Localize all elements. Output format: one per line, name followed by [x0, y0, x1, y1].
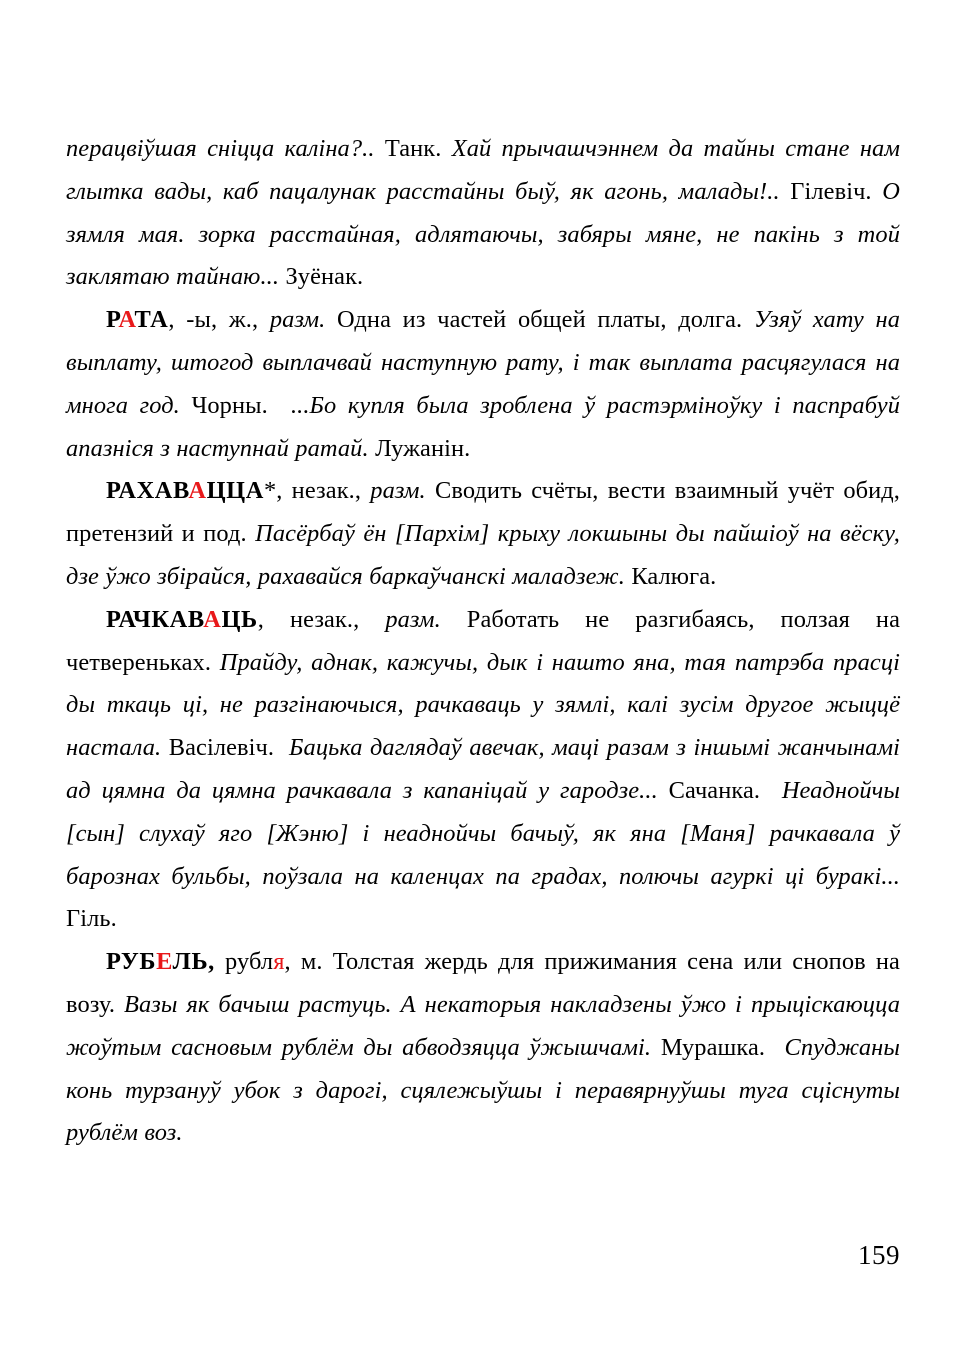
- citation-quote: Пасёрбаў ён [Пархім] крыху локшыны ды пайшіоў на вёску, дзе ўжо збірайся, рахавайся баркаўчанскі маладзеж.: [66, 520, 900, 590]
- stressed-vowel: А: [188, 477, 207, 505]
- citation-quote: перацвіўшая сніцца каліна?..: [66, 135, 385, 162]
- headword-part: РУБ: [106, 948, 157, 976]
- definition: Одна из частей общей платы, долга.: [325, 306, 754, 334]
- citation-source: Танк.: [384, 135, 452, 162]
- stressed-vowel: А: [203, 605, 222, 633]
- citation-quote: Узяў хату на выплату, штогод выплачвай наступную рату, і так выплата расцягулася на многа год.: [66, 306, 901, 419]
- citation-source: Зуёнак.: [285, 263, 364, 291]
- stressed-vowel: А: [118, 306, 135, 334]
- definition: Сводить счёты, вести взаимный учёт обид, претензий и под.: [66, 477, 900, 548]
- definition: Толстая жердь для прижимания сена или снопов на возу.: [66, 948, 900, 1018]
- headword-part: ЛЬ: [172, 948, 209, 976]
- definition: Работать не разгибаясь, ползая на четвереньках.: [66, 605, 900, 676]
- page-number: 159: [858, 1240, 900, 1270]
- headword: [106, 606, 258, 633]
- citation-quote: Вазы як бачыш растуць. А некаторыя накладзены ўжо і прыціскаюцца жоўтым сасновым рублём ды абводзяцца ўжышчамі.: [66, 990, 900, 1061]
- spacer: [274, 734, 289, 761]
- usage-label: разм.: [269, 306, 326, 334]
- grammar-note: рубл: [214, 948, 274, 976]
- citation-source: Калюга.: [631, 562, 717, 590]
- grammar-stressed-vowel: я: [273, 948, 285, 976]
- citation-source: Васілевіч.: [168, 734, 275, 762]
- citation-source: Гілевіч.: [790, 177, 883, 205]
- spacer: [268, 392, 291, 419]
- citation-source: Лужанін.: [375, 434, 471, 462]
- headword: [106, 306, 168, 333]
- spacer: [760, 777, 782, 804]
- headword-suffix: ,: [257, 605, 264, 633]
- citation-quote: Хай прычашчэннем да тайны стане нам глытка вады, каб пацалунак расстайны быў, як агонь, малады!..: [66, 135, 901, 205]
- citation-source: Сачанка.: [668, 776, 761, 804]
- grammar-note-tail: , м.: [284, 948, 323, 976]
- headword-suffix: ,: [208, 948, 215, 976]
- citation-quote: Бацька даглядаў авечак, маці разам з іншымі жанчынамі ад цямна да цямна рачкавала з капаніцай у гародзе...: [66, 734, 901, 804]
- citation-source: Мурашка.: [660, 1033, 766, 1061]
- headword-part: ЦЦА: [206, 477, 264, 505]
- usage-label: разм.: [385, 605, 441, 633]
- grammar-note: незак.,: [263, 605, 386, 633]
- headword-part: Р: [106, 306, 119, 334]
- spacer: [765, 1034, 784, 1061]
- citation-source: Гіль.: [66, 905, 117, 933]
- grammar-note: незак.,: [282, 477, 371, 505]
- citation-quote: О зямля мая. зорка расстайная, адлятаючы, забяры мяне, не пакінь з той заклятаю тайнаю...: [66, 177, 900, 291]
- usage-label: разм.: [370, 477, 426, 505]
- citation-source: Чорны.: [191, 391, 268, 419]
- paragraph-continued: [66, 128, 900, 299]
- citation-quote: Неаднойчы [сын] слухаў яго [Жэню] і неаднойчы бачыў, як яна [Маня] рачкавала ў барознах бульбы, поўзала на каленцах па градах, полючы агуркі ці буракі...: [66, 776, 901, 890]
- grammar-note: -ы, ж.,: [174, 306, 270, 334]
- headword-suffix: ,: [168, 306, 175, 334]
- stressed-vowel: Е: [156, 948, 173, 976]
- citation-quote: Спуджаны конь турзануў убок з дарогі, сцялежыўшы і перавярнуўшы туга сціснуты рублём воз.: [66, 1033, 901, 1147]
- headword-part: РАХАВ: [106, 477, 189, 505]
- headword: [106, 948, 215, 975]
- headword-suffix: *,: [263, 477, 283, 505]
- headword-part: РАЧКАВ: [106, 605, 204, 633]
- dictionary-entry: [66, 299, 900, 470]
- headword-part: ТА: [134, 306, 169, 334]
- headword-part: ЦЬ: [221, 605, 258, 633]
- headword: [106, 477, 264, 504]
- text-column: [66, 128, 900, 1155]
- citation-quote: Прайду, аднак, кажучы, дык і нашто яна, тая патрэба прасці ды ткаць ці, не разгінаючыся, рачкаваць у зямлі, калі зусім другое жыццё настала.: [66, 648, 900, 762]
- dictionary-entry: [66, 599, 900, 941]
- dictionary-entry: [66, 941, 900, 1155]
- citation-quote: ...Бо купля была зроблена ў растэрміноўку і паспрабуй апазніся з наступнай ратай.: [66, 391, 900, 462]
- dictionary-entry: [66, 470, 900, 598]
